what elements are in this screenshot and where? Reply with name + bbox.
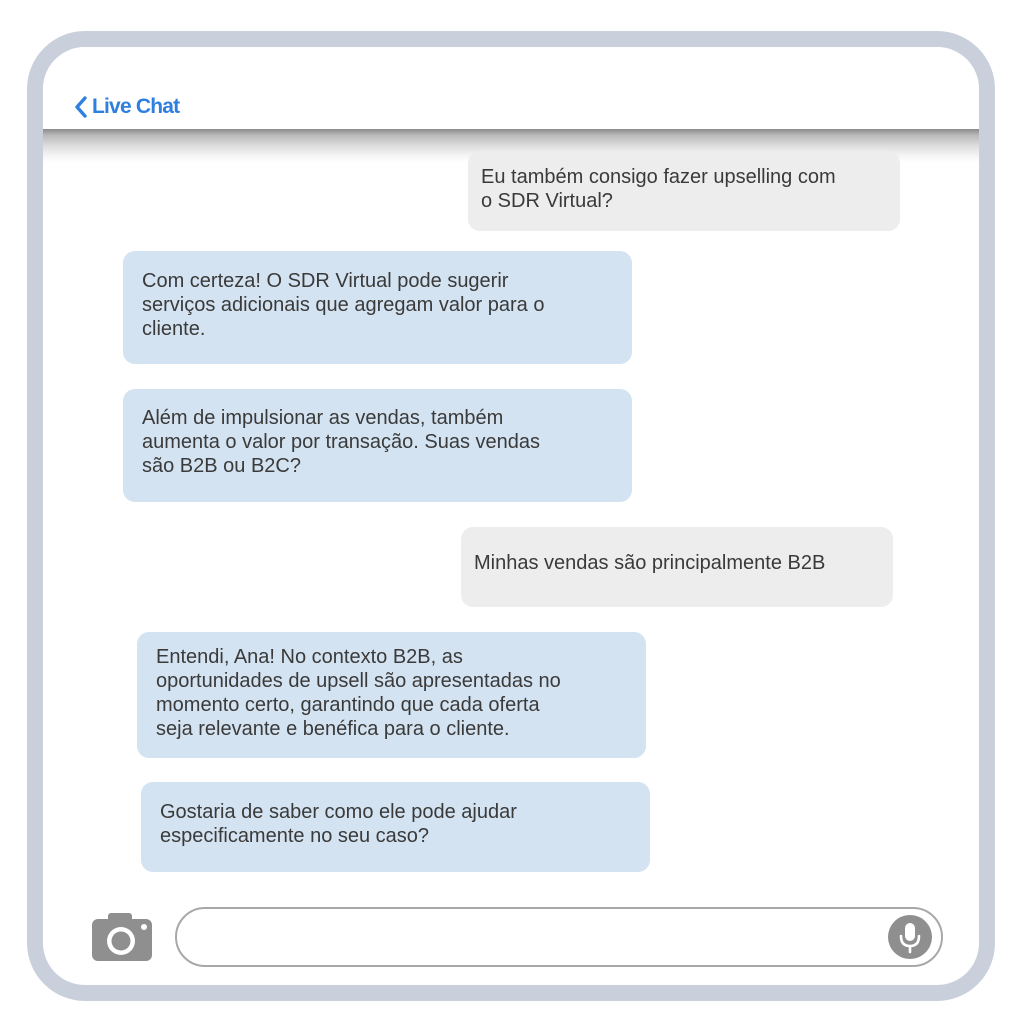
message-list	[43, 47, 979, 985]
message-input[interactable]	[175, 907, 943, 967]
camera-button[interactable]	[90, 911, 154, 963]
microphone-button[interactable]	[888, 915, 932, 959]
back-button-label: Live Chat	[92, 95, 180, 118]
chat-window	[27, 31, 995, 1001]
message-bubble-sent: Minhas vendas são principalmente B2B	[461, 527, 893, 607]
message-bubble-received: Gostaria de saber como ele pode ajudar especificamente no seu caso?	[141, 782, 650, 872]
message-bubble-received: Entendi, Ana! No contexto B2B, as oportunidades de upsell são apresentadas no momento certo, garantindo que cada oferta seja relevante e benéfica para o cliente.	[137, 632, 646, 758]
message-bubble-received: Além de impulsionar as vendas, também aumenta o valor por transação. Suas vendas são B2B ou B2C?	[123, 389, 632, 502]
microphone-icon	[888, 915, 932, 959]
message-bubble-sent: Eu também consigo fazer upselling com o SDR Virtual?	[468, 151, 900, 231]
message-bubble-received: Com certeza! O SDR Virtual pode sugerir serviços adicionais que agregam valor para o cliente.	[123, 251, 632, 364]
camera-icon	[90, 911, 154, 963]
